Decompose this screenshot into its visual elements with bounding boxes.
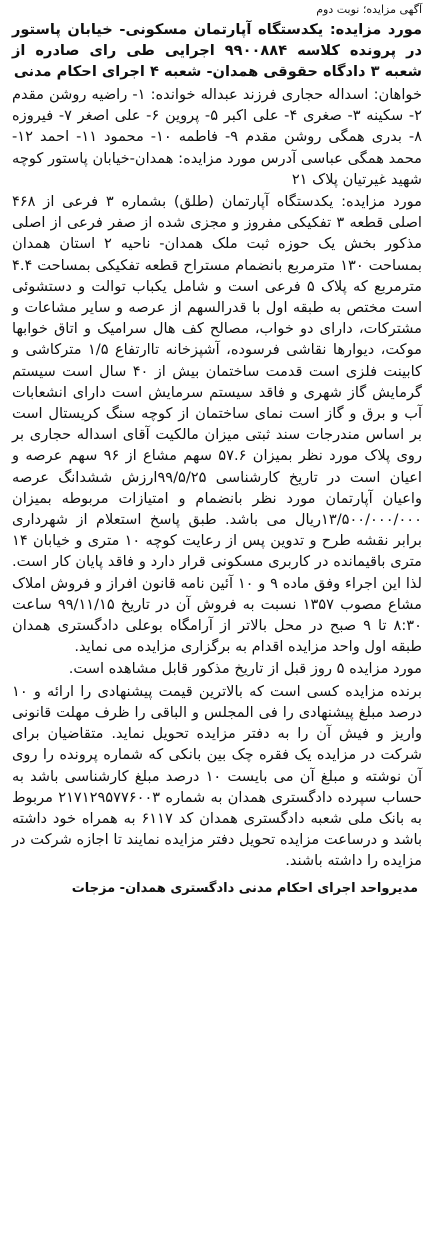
property-description-paragraph: مورد مزایده: یکدستگاه آپارتمان (طلق) بشماره ۳ فرعی از ۴۶۸ اصلی قطعه ۳ تفکیکی مفروز و مجزی شده از صفر فرعی از اصلی مذکور بخش یک حوزه ثبت ملک همدان- ناحیه ۲ استان همدان بمساحت ۱۳۰ مترمربع بانضمام مستراح قطعه تفکیکی بمساحت ۴.۴ مترمربع که پلاک ۵ فرعی است و شامل یکباب توالت و دستشوئی است مختص به طبقه اول با قدرالسهم از عرصه و سایر مشاعات و مشترکات، دارای دو خواب، مصالح کف هال سرامیک و اتاق خوابها موکت، دیوارها نقاشی فرسوده، آشپزخانه تاارتفاع ۱/۵ مترکاشی و کابینت فلزی است قدمت ساختمان بیش از ۴۰ سال است سیستم گرمایش گاز شهری و فاقد سیستم سرمایش است دارای انشعابات آب و برق و گاز است نمای ساختمان از کوچه سنگ کریستال است بر اساس مندرجات سند ثبتی میزان مالکیت آقای اسداله حجاری بر روی پلاک مورد نظر بمیزان ۵۷.۶ سهم مشاع از ۹۶ سهم عرصه و اعیان است در تاریخ کارشناسی ۹۹/۵/۲۵ارزش ششدانگ عرصه واعیان آپارتمان مورد نظر بانضمام و امتیازات مربوطه بمیزان ۱۳/۵۰۰/۰۰۰/۰۰۰ریال می باشد. طبق پاسخ استعلام از شهرداری برابر نقشه طرح و تدوین پس از رعایت کوچه ۱۰ متری و خیابان ۱۴ متری باقیمانده در کاربری مسکونی قرار دارد و فاقد پایان کار است. لذا این اجراء وفق ماده ۹ و ۱۰ آئین نامه قانون افراز و فروش املاک مشاع مصوب ۱۳۵۷ نسبت به فروش آن در تاریخ ۹۹/۱۱/۱۵ ساعت ۸:۳۰ تا ۹ صبح در محل بالاتر از آرامگاه بوعلی دادگستری همدان طبقه اول واحد مزایده اقدام به برگزاری مزایده می نماید. <box>12 193 423 656</box>
conditions-paragraph: برنده مزایده کسی است که بالاترین قیمت پیشنهادی را ارائه و ۱۰ درصد مبلغ پیشنهادی را فی المجلس و الباقی را ظرف مهلت قانونی واریز و فیش آن را به دفتر مزایده تحویل نماید. متقاضیان برای شرکت در مزایده یک فقره چک بین بانکی که شماره پرونده را روی آن نوشته و مبلغ آن می بایست ۱۰ درصد مبلغ کارشناسی باشد به حساب سپرده دادگستری همدان به شماره ۲۱۷۱۲۹۵۷۷۶۰۰۳ مربوط به بانک ملی شعبه دادگستری همدان کد ۶۱۱۷ به همراه خود داشته باشد و درساعت مزایده تحویل دفتر مزایده نمایند تا اجازه شرکت در مزایده را داشته باشند. <box>12 682 423 870</box>
applicants-paragraph: خواهان: اسداله حجاری فرزند عبداله خوانده: ۱- راضیه روشن مقدم ۲- سکینه ۳- صغری ۴- علی اکبر ۵- پروین ۶- علی اصغر ۷- فیروزه ۸- بدری همگی روشن مقدم ۹- فاطمه ۱۰- محمود ۱۱- احمد ۱۲- محمد همگی عباسی آدرس مورد مزایده: همدان-خیابان پاستور کوچه شهید غیرتیان پلاک ۲۱ <box>12 86 423 188</box>
notice-label: آگهی مزایده؛ نوبت دوم <box>316 3 422 16</box>
signature-line: مدیرواحد اجرای احکام مدنی دادگستری همدان- مزجات <box>71 880 418 896</box>
notice-title: مورد مزایده: یکدستگاه آپارتمان مسکونی- خیابان پاستور در پرونده کلاسه ۹۹۰۰۸۸۴ اجرایی طی رای صادره از شعبه ۳ دادگاه حقوقی همدان- شعبه ۴ اجرای احکام مدنی <box>12 21 422 80</box>
viewing-paragraph: مورد مزایده ۵ روز قبل از تاریخ مذکور قابل مشاهده است. <box>68 660 422 678</box>
